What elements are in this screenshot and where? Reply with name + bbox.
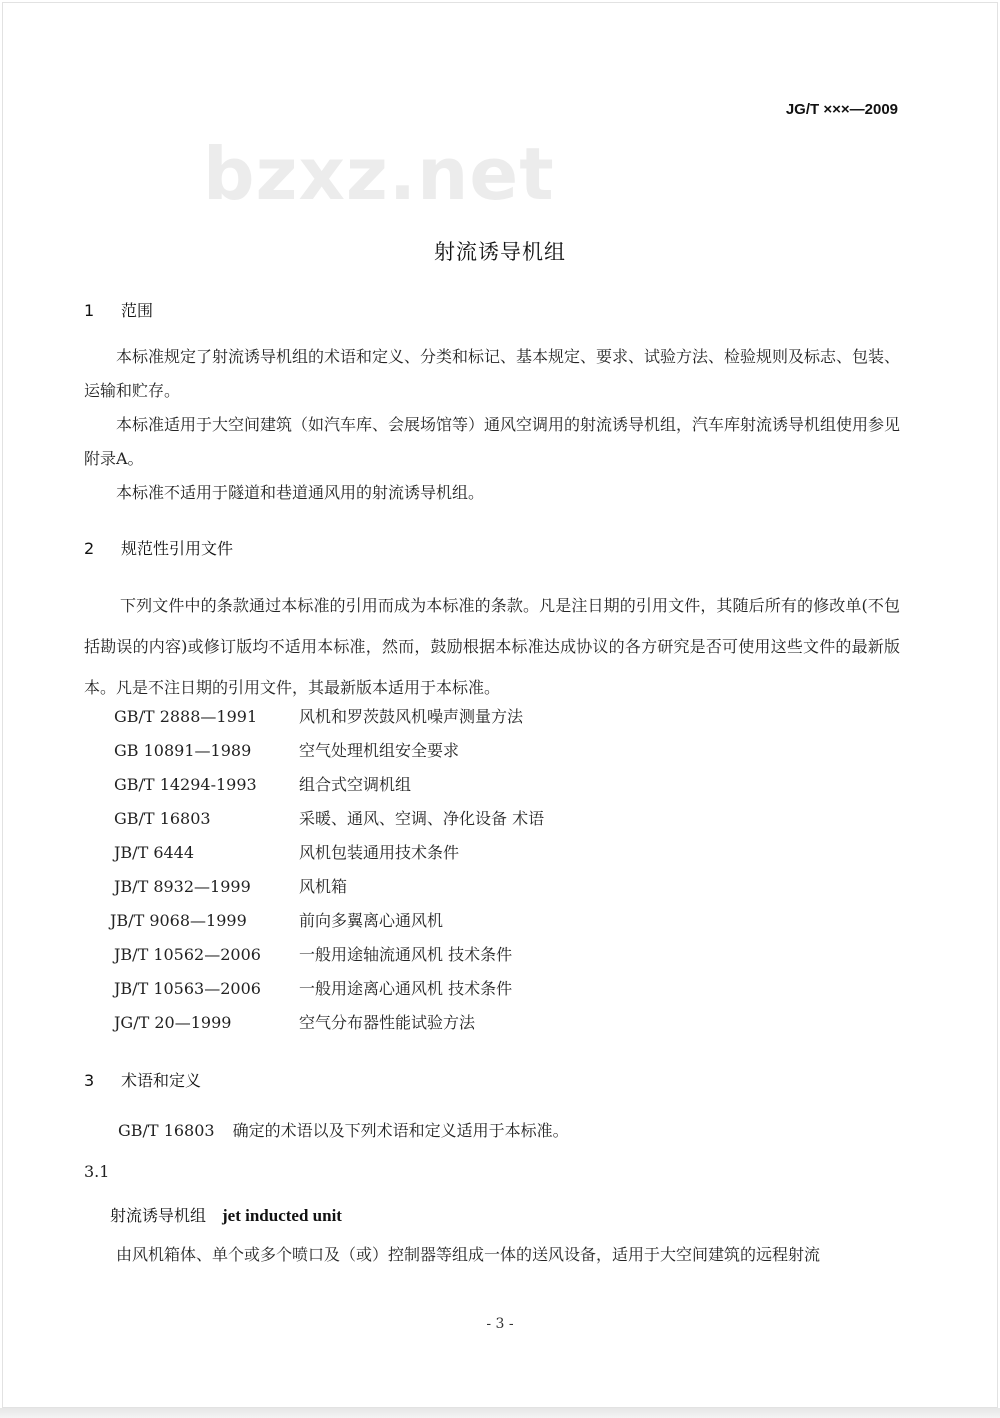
section-3-heading xyxy=(84,1068,201,1091)
reference-title: 风机和罗茨鼓风机噪声测量方法 xyxy=(299,707,524,726)
reference-code: JB/T 8932—1999 xyxy=(114,877,251,896)
reference-title: 空气分布器性能试验方法 xyxy=(299,1013,476,1032)
paragraph: 本标准不适用于隧道和巷道通风用的射流诱导机组。 xyxy=(116,483,485,502)
term-definition: 由风机箱体、单个或多个喷口及（或）控制器等组成一体的送风设备，适用于大空间建筑的远程射流 xyxy=(116,1245,821,1264)
section-1-heading xyxy=(84,298,153,321)
reference-title: 采暖、通风、空调、净化设备 术语 xyxy=(299,809,545,828)
reference-code: GB/T 14294-1993 xyxy=(114,775,257,794)
paragraph: 本标准规定了射流诱导机组的术语和定义、分类和标记、基本规定、要求、试验方法、检验规则及标志、包装、运输和贮存。 xyxy=(84,347,901,400)
term-english: jet inducted unit xyxy=(222,1206,342,1225)
section-title: 规范性引用文件 xyxy=(121,539,234,558)
section-number: 1 xyxy=(84,301,95,320)
reference-item xyxy=(114,870,347,904)
reference-item xyxy=(114,972,512,1006)
reference-item xyxy=(114,836,459,870)
reference-code: GB 10891—1989 xyxy=(114,741,252,760)
reference-item xyxy=(114,1006,475,1040)
reference-code: GB/T 16803 xyxy=(114,809,211,828)
section-number: 2 xyxy=(84,539,95,558)
paragraph: 本标准适用于大空间建筑（如汽车库、会展场馆等）通风空调用的射流诱导机组，汽车库射流诱导机组使用参见附录A。 xyxy=(84,415,901,468)
reference-item xyxy=(114,802,544,836)
reference-item xyxy=(114,938,512,972)
standard-code: JG/T ×××—2009 xyxy=(785,101,898,118)
reference-title: 组合式空调机组 xyxy=(299,775,412,794)
section-title: 范围 xyxy=(121,301,154,320)
reference-title: 一般用途轴流通风机 技术条件 xyxy=(299,945,513,964)
reference-title: 一般用途离心通风机 技术条件 xyxy=(299,979,513,998)
reference-item xyxy=(114,734,459,768)
intro-text: 确定的术语以及下列术语和定义适用于本标准。 xyxy=(232,1121,569,1140)
page-number: - 3 - xyxy=(486,1316,514,1332)
intro-code: GB/T 16803 xyxy=(118,1121,215,1140)
reference-title: 空气处理机组安全要求 xyxy=(299,741,460,760)
term-chinese: 射流诱导机组 xyxy=(110,1206,207,1225)
watermark: bzxz.net xyxy=(203,132,555,216)
reference-item xyxy=(114,700,523,734)
page-bottom-edge xyxy=(0,1408,1000,1418)
reference-code: JB/T 6444 xyxy=(114,843,195,862)
reference-code: GB/T 2888—1991 xyxy=(114,707,258,726)
document-title: 射流诱导机组 xyxy=(434,240,566,264)
reference-item xyxy=(114,768,411,802)
section-number: 3 xyxy=(84,1071,95,1090)
reference-title: 风机包装通用技术条件 xyxy=(299,843,460,862)
section-2-heading xyxy=(84,536,233,559)
paragraph: 下列文件中的条款通过本标准的引用而成为本标准的条款。凡是注日期的引用文件，其随后所有的修改单(不包括勘误的内容)或修订版均不适用本标准，然而，鼓励根据本标准达成协议的各方研究是否可使用这些文件的最新版本。凡是不注日期的引用文件，其最新版本适用于本标准。 xyxy=(84,596,900,697)
reference-code: JB/T 10563—2006 xyxy=(114,979,261,998)
reference-code: JB/T 9068—1999 xyxy=(110,911,247,930)
reference-title: 风机箱 xyxy=(299,877,348,896)
terms-intro xyxy=(118,1114,569,1148)
reference-item xyxy=(110,904,443,938)
reference-title: 前向多翼离心通风机 xyxy=(299,911,444,930)
reference-code: JG/T 20—1999 xyxy=(114,1013,232,1032)
section-title: 术语和定义 xyxy=(121,1071,202,1090)
subsection-number: 3.1 xyxy=(84,1162,110,1181)
reference-code: JB/T 10562—2006 xyxy=(114,945,261,964)
term-entry xyxy=(110,1203,342,1226)
